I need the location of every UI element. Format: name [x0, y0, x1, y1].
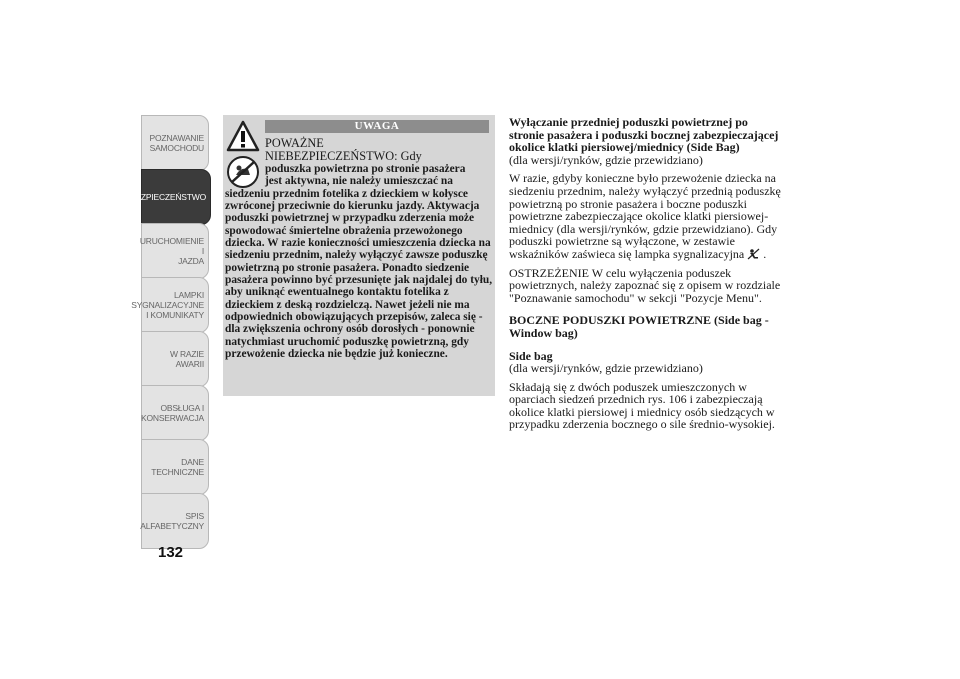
tab-uruchomienie-i-jazda[interactable]: URUCHOMIENIE I JAZDA — [141, 223, 209, 279]
availability-note-2: (dla wersji/rynków, gdzie przewidziano) — [509, 361, 703, 376]
tab-spis-alfabetyczny[interactable]: SPIS ALFABETYCZNY — [141, 493, 209, 549]
warning-line-indented-1: poduszka powietrzna po stronie pasażera — [265, 163, 466, 175]
tab-obsluga-i-konserwacja[interactable]: OBSŁUGA I KONSERWACJA — [141, 385, 209, 441]
warning-title-line2: NIEBEZPIECZEŃSTWO: Gdy — [265, 149, 422, 163]
tab-dane-techniczne[interactable]: DANE TECHNICZNE — [141, 439, 209, 495]
warning-title-line1: POWAŻNE — [265, 136, 324, 150]
warning-header: UWAGA — [265, 120, 489, 133]
page-number: 132 — [158, 544, 184, 561]
tab-w-razie-awarii[interactable]: W RAZIE AWARII — [141, 331, 209, 387]
tab-poznawanie-samochodu[interactable]: POZNAWANIE SAMOCHODU — [141, 115, 209, 171]
tab-bezpieczenstwo[interactable]: BEZPIECZEŃSTWO — [141, 169, 211, 225]
paragraph-side-bag-description: Składają się z dwóch poduszek umieszczonych w oparciach siedzeń przednich rys. 106 i zabezpieczają okolice klatki piersiowej i miednicy osób siedzących w przypadku zderzenia bocznego o sile średnio-wysokiej. — [509, 379, 775, 432]
airbag-off-icon — [747, 248, 760, 260]
warning-body: siedzeniu przednim fotelika z dzieckiem w kołysce zwróconej przeciwnie do kierunku jazdy. Aktywacja poduszki powietrznej w przypadku zderzenia może spowodować śmiertelne obrażenia przewożonego dziecka. W razie konieczności umieszczenia dziecka na siedzeniu przednim, należy wyłączyć zawsze poduszkę powietrzną po stronie pasażera. Ponadto siedzenie pasażera powinno być przesunięte jak najdalej do tyłu, aby uniknąć ewentualnego kontaktu fotelika z dzieckiem z deską rozdzielczą. Nawet jeżeli nie ma odpowiednich obowiązujących przepisów, zaleca się - dla zwiększenia ochrony osób dorosłych - ponownie natychmiast uruchomić poduszkę powietrzną, gdy przewożenie dziecka nie będzie już konieczne. — [225, 187, 493, 361]
paragraph-child-transport: W razie, gdyby konieczne było przewożenie dziecka na siedzeniu przednim, należy wyłączyć przednią poduszkę powietrzną po stronie pasażera i boczne poduszki powietrzne zabezpieczające okolice klatki piersiowej-miednicy (dla wersji/rynków, gdzie przewidziano). Gdy poduszki powietrzne są wyłączone, w zestawie wskaźników zaświeca się lampka sygnalizacyjna . — [509, 171, 781, 261]
subheading-side-bag: Side bag — [509, 348, 553, 363]
section-heading-side-airbags: BOCZNE PODUSZKI POWIETRZNE (Side bag - Window bag) — [509, 313, 769, 340]
warning-box — [223, 115, 495, 396]
warning-line-indented-2: jest aktywna, nie należy umieszczać na — [265, 175, 453, 188]
paragraph-warning-menu: OSTRZEŻENIE W celu wyłączenia poduszek powietrznych, należy zapoznać się z opisem w rozdziale "Poznawanie samochodu" w sekcji "Pozycje Menu". — [509, 265, 781, 305]
tab-lampki-sygnalizacyjne[interactable]: LAMPKI SYGNALIZACYJNE I KOMUNIKATY — [141, 277, 209, 333]
content-column — [509, 116, 784, 431]
availability-note-1: (dla wersji/rynków, gdzie przewidziano) — [509, 152, 703, 167]
section-heading-deactivation: Wyłączanie przedniej poduszki powietrznej po stronie pasażera i poduszki bocznej zabezpieczającej okolice klatki piersiowej/miednicy (Side Bag) — [509, 115, 779, 155]
warning-text — [225, 137, 493, 361]
